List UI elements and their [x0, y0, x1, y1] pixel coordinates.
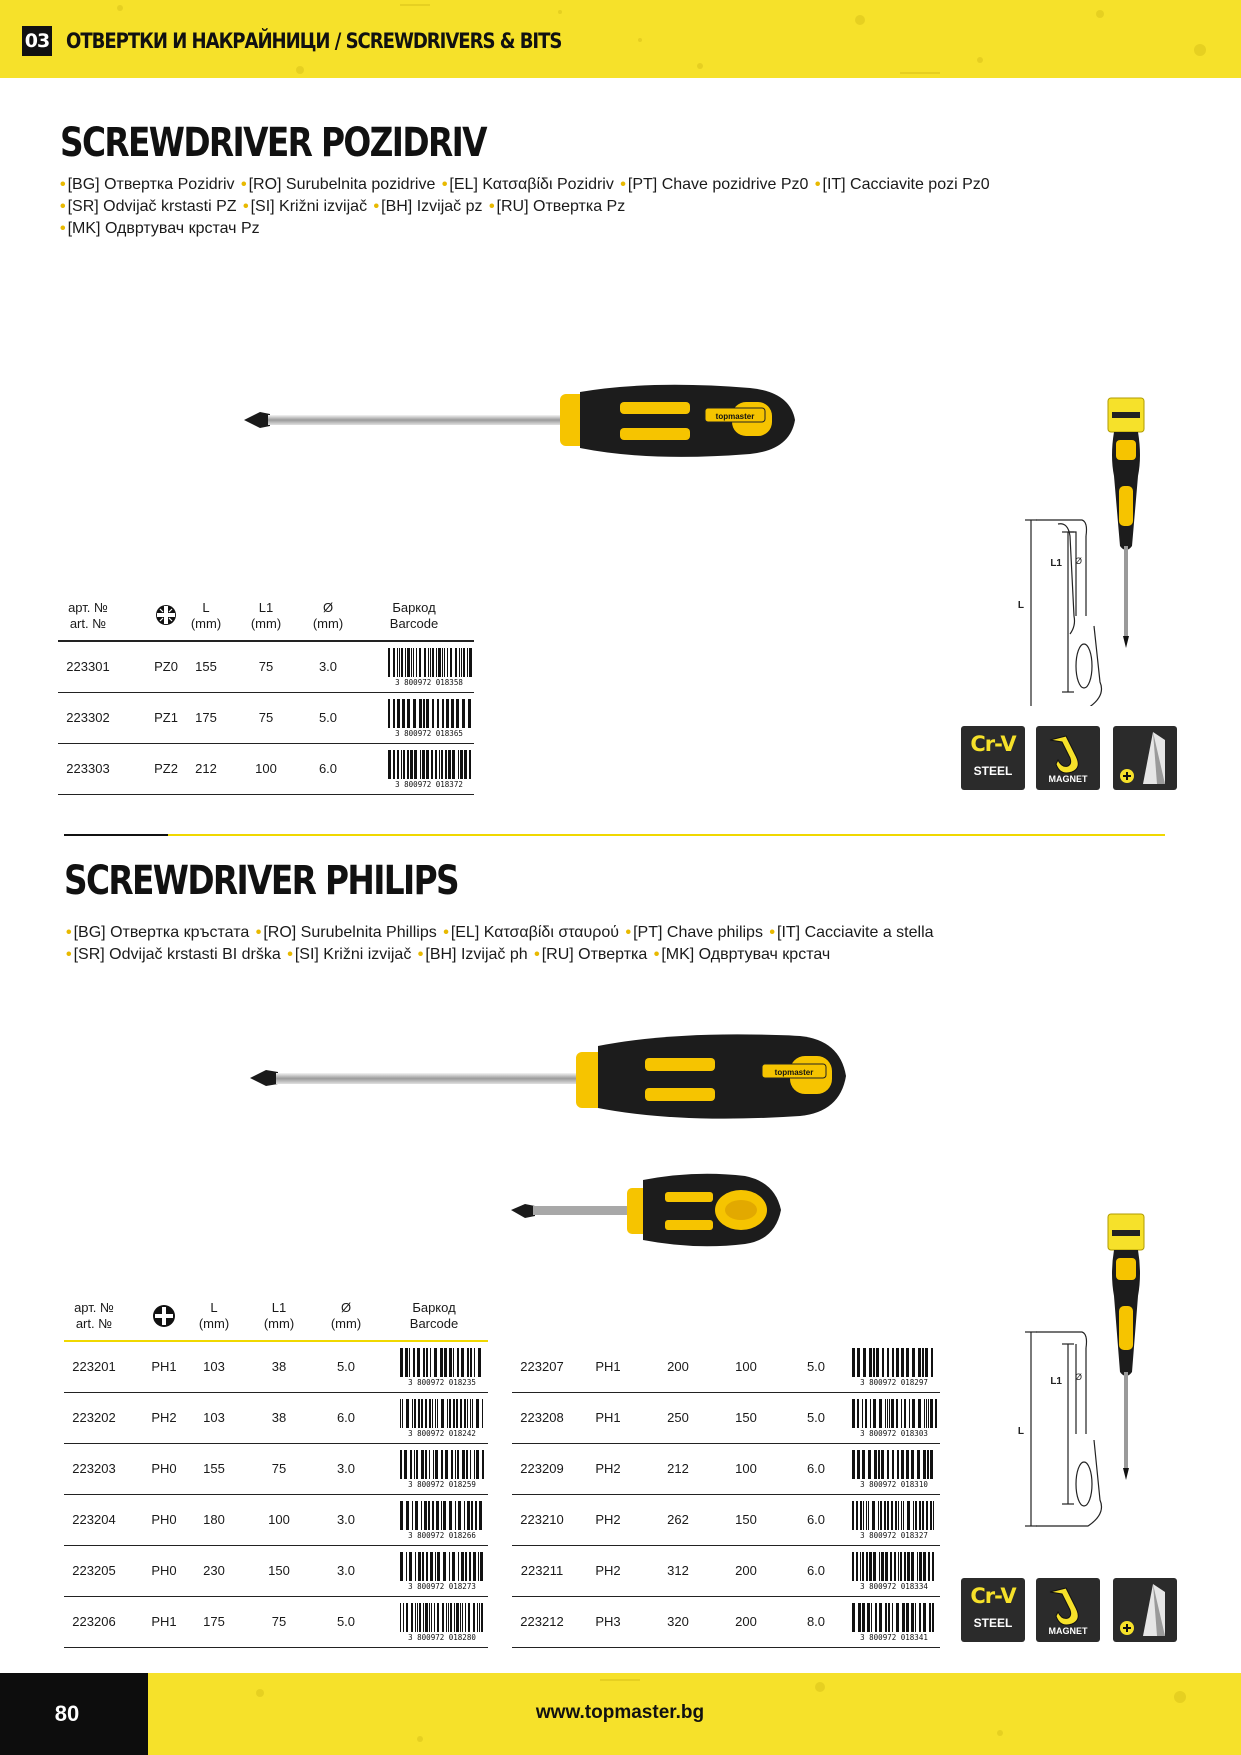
cell-art: 223202 — [72, 1410, 116, 1425]
cell-d: 6.0 — [806, 1512, 826, 1527]
cell-l: 175 — [203, 1614, 225, 1629]
barcode-number: 3 800972 018372 — [395, 780, 463, 788]
cell-l: 155 — [203, 1461, 225, 1476]
cell-art: 223206 — [72, 1614, 116, 1629]
philips-table-left — [64, 1298, 488, 1658]
table-row — [64, 1597, 488, 1647]
bullet-icon: • — [287, 946, 293, 963]
cell-type: PH1 — [151, 1614, 177, 1629]
cell-art: 223303 — [66, 761, 110, 776]
pozidriv-packaging-diagram — [996, 396, 1156, 706]
crv-steel-badge: Cr-V STEEL — [961, 1578, 1025, 1642]
language-item: [MK] Одвртувач крстач — [661, 946, 831, 963]
crv-steel-badge: Cr-V STEEL — [961, 726, 1025, 790]
handle-brand: topmaster — [774, 1068, 814, 1077]
barcode-image — [398, 1552, 486, 1590]
pozidriv-languages — [58, 174, 1178, 240]
cell-art: 223203 — [72, 1461, 116, 1476]
cell-l: 175 — [195, 710, 217, 725]
barcode-image — [386, 750, 472, 788]
bullet-icon: • — [255, 924, 262, 941]
bullet-icon: • — [620, 176, 626, 193]
col-d: Ø (mm) — [330, 1300, 362, 1331]
cell-art: 223205 — [72, 1563, 116, 1578]
magnet-badge: MAGNET — [1036, 1578, 1100, 1642]
col-l1: L1 (mm) — [263, 1300, 295, 1331]
barcode-image — [386, 648, 472, 686]
bullet-icon: • — [66, 924, 72, 941]
barcode-number: 3 800972 018273 — [408, 1582, 476, 1590]
barcode-image — [398, 1450, 486, 1488]
cell-art: 223207 — [520, 1359, 564, 1374]
language-item: [RO] Surubelnita pozidrive — [248, 176, 436, 193]
language-item: [BG] Отвертка Pozidriv — [67, 176, 235, 193]
table-row — [58, 744, 474, 794]
cell-d: 5.0 — [806, 1359, 826, 1374]
svg-text:L1: L1 — [1050, 1376, 1062, 1387]
section-number: 03 — [22, 26, 52, 56]
cell-art: 223211 — [520, 1563, 564, 1578]
col-l: L (mm) — [198, 1300, 230, 1331]
barcode-image — [850, 1501, 938, 1539]
svg-text:L: L — [1017, 600, 1024, 611]
col-art: арт. № art. № — [74, 1300, 114, 1331]
cell-d: 6.0 — [806, 1563, 826, 1578]
cell-l1: 75 — [258, 710, 274, 725]
bullet-icon: • — [60, 198, 66, 215]
bullet-icon: • — [60, 220, 66, 237]
svg-text:L1: L1 — [1050, 558, 1062, 569]
cell-l1: 200 — [735, 1563, 757, 1578]
cell-type: PZ0 — [154, 659, 178, 674]
cell-l: 212 — [667, 1461, 689, 1476]
bullet-icon: • — [66, 946, 72, 963]
cell-l: 230 — [203, 1563, 225, 1578]
barcode-number: 3 800972 018266 — [408, 1531, 476, 1539]
bullet-icon: • — [653, 946, 660, 963]
barcode-number: 3 800972 018297 — [860, 1378, 928, 1386]
barcode-image — [386, 699, 472, 737]
col-l: L (mm) — [190, 600, 222, 631]
bullet-icon: • — [769, 924, 776, 941]
philips-languages — [64, 922, 1164, 966]
cell-l: 312 — [667, 1563, 689, 1578]
cell-art: 223210 — [520, 1512, 564, 1527]
language-item: [PT] Chave pozidrive Pz0 — [627, 176, 809, 193]
language-line — [64, 922, 1164, 944]
cell-art: 223302 — [66, 710, 110, 725]
barcode-image — [850, 1399, 938, 1437]
barcode-number: 3 800972 018235 — [408, 1378, 476, 1386]
barcode-number: 3 800972 018280 — [408, 1633, 476, 1641]
website-link[interactable]: www.topmaster.bg — [535, 1702, 705, 1723]
pozidriv-screwdriver-image — [230, 380, 940, 480]
table-row — [512, 1597, 940, 1647]
cell-type: PH1 — [151, 1359, 177, 1374]
cell-l1: 75 — [258, 659, 274, 674]
table-row — [64, 1495, 488, 1545]
philips-packaging-diagram — [996, 1212, 1156, 1542]
cell-d: 5.0 — [336, 1359, 356, 1374]
bullet-icon: • — [443, 924, 449, 941]
cell-type: PH1 — [595, 1359, 621, 1374]
cell-l: 103 — [203, 1410, 225, 1425]
row-divider — [58, 794, 474, 795]
barcode-image — [398, 1399, 486, 1437]
cell-art: 223212 — [520, 1614, 564, 1629]
handle-brand: topmaster — [715, 412, 755, 421]
philips-screwdriver-long-image — [240, 1024, 970, 1134]
language-item: [RU] Отвертка Pz — [496, 198, 626, 215]
row-divider — [64, 1647, 488, 1648]
table-row — [512, 1546, 940, 1596]
cell-l1: 100 — [735, 1461, 757, 1476]
cell-d: 3.0 — [336, 1512, 356, 1527]
cell-d: 3.0 — [318, 659, 338, 674]
barcode-number: 3 800972 018259 — [408, 1480, 476, 1488]
cell-l1: 200 — [735, 1614, 757, 1629]
cell-l: 320 — [667, 1614, 689, 1629]
cell-l: 262 — [667, 1512, 689, 1527]
barcode-number: 3 800972 018358 — [395, 678, 463, 686]
language-item: [IT] Cacciavite a stella — [777, 924, 934, 941]
language-item: [SR] Odvijač krstasti BI drška — [73, 946, 281, 963]
pozidriv-table — [58, 598, 474, 788]
philips-title: SCREWDRIVER PHILIPS — [64, 858, 458, 904]
barcode-image — [850, 1450, 938, 1488]
pozidriv-title: SCREWDRIVER POZIDRIV — [60, 120, 486, 166]
language-item: [EL] Κατσαβίδι Pozidriv — [449, 176, 614, 193]
table-row — [512, 1342, 940, 1392]
barcode-image — [850, 1603, 938, 1641]
bullet-icon: • — [534, 946, 540, 963]
language-item: [RO] Surubelnita Phillips — [263, 924, 437, 941]
col-l1: L1 (mm) — [250, 600, 282, 631]
language-item: [SR] Odvijač krstasti PZ — [67, 198, 237, 215]
bullet-icon: • — [814, 176, 821, 193]
barcode-number: 3 800972 018365 — [395, 729, 463, 737]
section-divider-accent — [168, 834, 1165, 836]
cell-d: 8.0 — [806, 1614, 826, 1629]
cell-l1: 150 — [735, 1410, 757, 1425]
cell-l: 250 — [667, 1410, 689, 1425]
bullet-icon: • — [441, 176, 448, 193]
barcode-number: 3 800972 018303 — [860, 1429, 928, 1437]
cell-type: PH2 — [151, 1410, 177, 1425]
language-item: [BH] Izvijač ph — [425, 946, 528, 963]
table-row — [512, 1393, 940, 1443]
cell-art: 223201 — [72, 1359, 116, 1374]
col-d: Ø (mm) — [312, 600, 344, 631]
language-item: [SI] Križni izvijač — [250, 198, 368, 215]
cell-type: PZ2 — [154, 761, 178, 776]
bullet-icon: • — [488, 198, 495, 215]
bullet-icon: • — [60, 176, 66, 193]
language-item: [BH] Izvijač pz — [381, 198, 483, 215]
col-art: арт. № art. № — [68, 600, 108, 631]
cell-l1: 100 — [255, 761, 277, 776]
barcode-image — [398, 1348, 486, 1386]
table-row — [58, 693, 474, 743]
cell-type: PH2 — [595, 1563, 621, 1578]
language-line — [58, 196, 1178, 218]
language-line — [58, 218, 1178, 240]
philips-table-right — [512, 1342, 940, 1662]
svg-text:L: L — [1017, 1426, 1024, 1437]
bullet-icon: • — [242, 198, 249, 215]
bullet-icon: • — [240, 176, 247, 193]
bullet-icon: • — [417, 946, 424, 963]
cell-l1: 100 — [268, 1512, 290, 1527]
language-item: [BG] Отвертка кръстата — [73, 924, 250, 941]
cell-l1: 100 — [735, 1359, 757, 1374]
col-barcode: Баркод Barcode — [409, 1300, 459, 1331]
barcode-number: 3 800972 018327 — [860, 1531, 928, 1539]
cell-l1: 150 — [735, 1512, 757, 1527]
barcode-image — [398, 1501, 486, 1539]
bullet-icon: • — [373, 198, 380, 215]
cell-type: PH0 — [151, 1563, 177, 1578]
barcode-number: 3 800972 018341 — [860, 1633, 928, 1641]
cell-art: 223209 — [520, 1461, 564, 1476]
row-divider — [512, 1647, 940, 1648]
phillips-symbol-icon — [148, 1304, 180, 1332]
table-row — [58, 642, 474, 692]
cell-type: PH2 — [595, 1461, 621, 1476]
barcode-number: 3 800972 018334 — [860, 1582, 928, 1590]
cell-d: 6.0 — [806, 1461, 826, 1476]
cell-type: PH0 — [151, 1461, 177, 1476]
section-divider-dark — [64, 834, 168, 836]
cell-d: 6.0 — [336, 1410, 356, 1425]
cell-d: 6.0 — [318, 761, 338, 776]
page-number: 80 — [54, 1701, 80, 1726]
cell-d: 3.0 — [336, 1563, 356, 1578]
barcode-image — [398, 1603, 486, 1641]
cell-l: 103 — [203, 1359, 225, 1374]
cell-type: PH0 — [151, 1512, 177, 1527]
cell-d: 5.0 — [336, 1614, 356, 1629]
cell-l: 180 — [203, 1512, 225, 1527]
philips-screwdriver-stubby-image — [505, 1170, 805, 1250]
pozidriv-symbol-icon — [150, 604, 182, 630]
table-row — [64, 1444, 488, 1494]
language-item: [RU] Отвертка — [541, 946, 648, 963]
cell-l1: 150 — [268, 1563, 290, 1578]
cell-d: 5.0 — [806, 1410, 826, 1425]
col-barcode: Баркод Barcode — [389, 600, 439, 631]
cell-type: PH3 — [595, 1614, 621, 1629]
language-line — [64, 944, 1164, 966]
language-item: [IT] Cacciavite pozi Pz0 — [822, 176, 990, 193]
barcode-number: 3 800972 018242 — [408, 1429, 476, 1437]
table-row — [64, 1546, 488, 1596]
language-item: [SI] Križni izvijač — [294, 946, 412, 963]
cell-l1: 75 — [271, 1614, 287, 1629]
cell-art: 223301 — [66, 659, 110, 674]
svg-text:Ø: Ø — [1075, 556, 1083, 566]
cell-type: PZ1 — [154, 710, 178, 725]
section-title: ОТВЕРТКИ И НАКРАЙНИЦИ / SCREWDRIVERS & BITS — [66, 29, 562, 53]
language-item: [PT] Chave philips — [633, 924, 763, 941]
cell-art: 223208 — [520, 1410, 564, 1425]
cell-l: 200 — [667, 1359, 689, 1374]
table-row — [512, 1444, 940, 1494]
barcode-image — [850, 1348, 938, 1386]
cell-l: 155 — [195, 659, 217, 674]
language-item: [EL] Κατσαβίδι σταυρού — [450, 924, 620, 941]
table-row — [512, 1495, 940, 1545]
phillips-bit-icon — [1113, 1578, 1177, 1642]
magnet-badge: MAGNET — [1036, 726, 1100, 790]
cell-l1: 75 — [271, 1461, 287, 1476]
pozidriv-bit-icon — [1113, 726, 1177, 790]
language-line — [58, 174, 1178, 196]
table-row — [64, 1342, 488, 1392]
barcode-image — [850, 1552, 938, 1590]
language-item: [MK] Одвртувач крстач Pz — [67, 220, 260, 237]
cell-l1: 38 — [271, 1410, 287, 1425]
bullet-icon: • — [625, 924, 632, 941]
cell-d: 5.0 — [318, 710, 338, 725]
cell-type: PH1 — [595, 1410, 621, 1425]
cell-type: PH2 — [595, 1512, 621, 1527]
barcode-number: 3 800972 018310 — [860, 1480, 928, 1488]
svg-text:Ø: Ø — [1075, 1372, 1083, 1382]
cell-l1: 38 — [271, 1359, 287, 1374]
cell-d: 3.0 — [336, 1461, 356, 1476]
cell-l: 212 — [195, 761, 217, 776]
table-row — [64, 1393, 488, 1443]
cell-art: 223204 — [72, 1512, 116, 1527]
